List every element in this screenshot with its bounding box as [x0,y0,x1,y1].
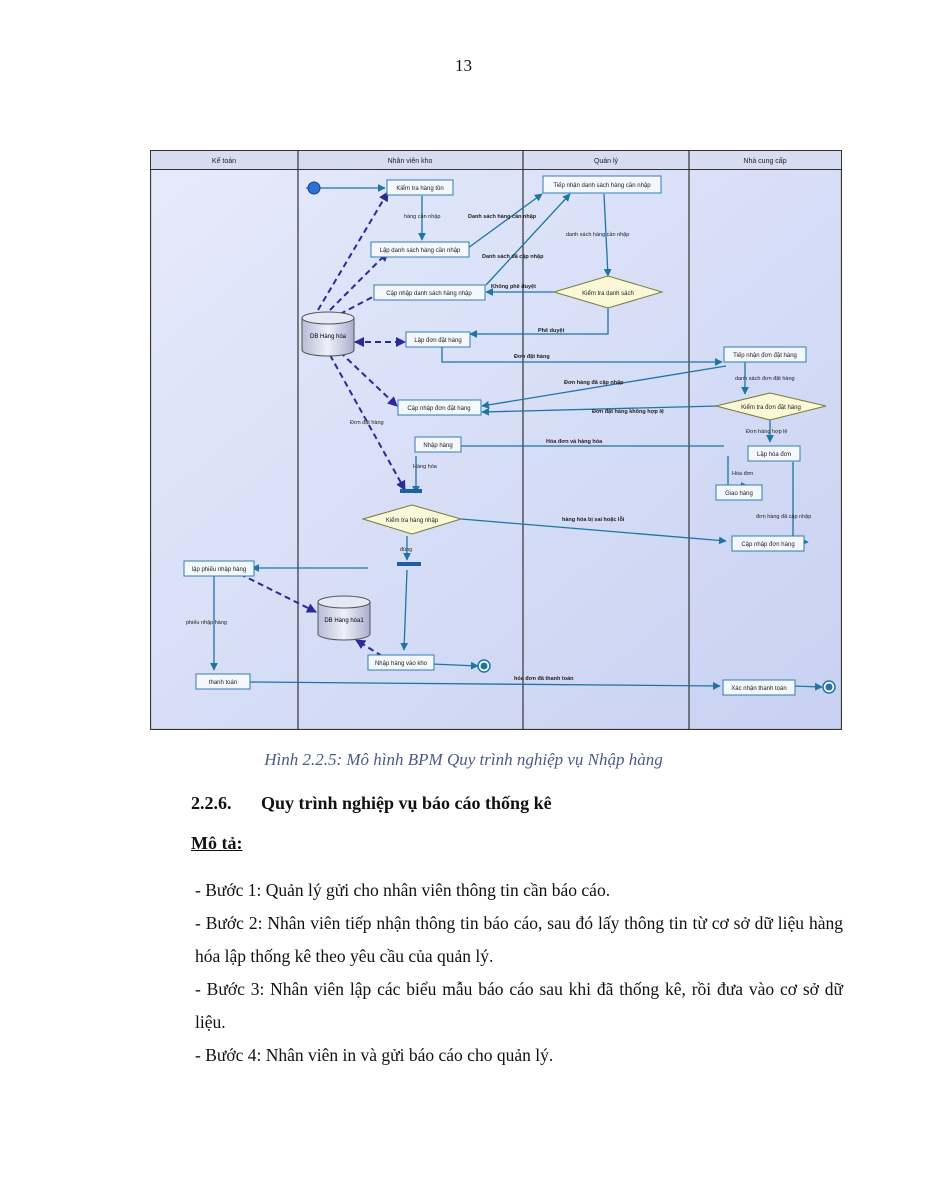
diagram-frame [151,151,842,730]
bpm-diagram [150,150,842,730]
end-node-kho [478,660,490,672]
lane-nha-cung-cap: Nhà cung cấp [743,158,787,165]
activity-cap-nhap-don-hang [732,536,804,551]
activity-nhap-hang-vao-kho [368,655,434,670]
step-item: - Bước 3: Nhân viên lập các biểu mẫu báo cáo sau khi đã thống kê, rồi đưa vào cơ sở dữ liệu. [195,979,843,1032]
figure-caption: Hình 2.2.5: Mô hình BPM Quy trình nghiệp vụ Nhập hàng [264,750,663,769]
description-heading: Mô tả: [191,833,243,853]
section-heading [191,793,552,814]
flow-label: Hóa đơn và hàng hóa [546,439,603,445]
svg-text:Kiểm tra hàng nhập: Kiểm tra hàng nhập [385,518,439,524]
svg-text:Tiếp nhận đơn đặt hàng: Tiếp nhận đơn đặt hàng [733,353,797,359]
svg-text:Tiếp nhận danh sách hàng cần n: Tiếp nhận danh sách hàng cần nhập [553,183,651,189]
svg-text:Lập hóa đơn: Lập hóa đơn [757,452,791,458]
step-item: - Bước 1: Quản lý gửi cho nhân viên thông tin cần báo cáo. [195,880,611,900]
activity-cap-nhap-don-dat-hang [398,400,481,415]
lane-nhan-vien-kho: Nhân viên kho [387,158,433,165]
flow-label: Đơn đặt hàng không hợp lệ [592,409,664,415]
flow-label: danh sách đơn đặt hàng [735,376,795,382]
flow-label: Đơn đặt hàng [350,420,384,426]
flow-label: Đơn hàng hợp lệ [746,429,788,435]
activity-tiep-nhan-danh-sach [543,176,661,193]
activity-kiem-tra-hang-ton [387,180,453,195]
join-bar-top [400,489,422,493]
flow-label: đơn hàng đã cập nhập [756,514,812,520]
lane-quan-ly: Quản lý [593,158,619,165]
svg-text:DB Hàng hóa: DB Hàng hóa [309,334,347,340]
step-item: - Bước 4: Nhân viên in và gửi báo cáo cho quản lý. [195,1045,554,1065]
join-bar-bottom [397,562,421,566]
flow-label: hàng cần nhập [404,214,441,220]
svg-text:lập phiếu nhập hàng: lập phiếu nhập hàng [191,567,247,573]
activity-tiep-nhan-don-dat-hang [724,347,806,362]
svg-text:Cập nhập đơn đặt hàng: Cập nhập đơn đặt hàng [407,406,471,412]
flow-label: Danh sách đã cập nhập [482,254,544,260]
flow-label: Không phê duyệt [491,284,536,290]
activity-xac-nhan-thanh-toan [723,680,795,695]
svg-text:thanh toán: thanh toán [208,680,238,686]
activity-lap-phieu-nhap-hang [184,561,254,576]
flow-label: Hóa đơn [732,471,754,477]
flow-label: Đơn hàng đã cập nhập [564,380,624,386]
svg-text:Lập danh sách hàng cần nhập: Lập danh sách hàng cần nhập [379,248,461,254]
svg-text:Xác nhận thanh toán: Xác nhận thanh toán [731,686,787,692]
activity-giao-hang [716,485,762,500]
svg-text:Nhập hàng vào kho: Nhập hàng vào kho [374,661,428,667]
step-item: - Bước 2: Nhân viên tiếp nhận thông tin báo cáo, sau đó lấy thông tin từ cơ sở dữ liệu hàng hóa lập thống kê theo yêu cầu của quản lý. [195,913,843,966]
svg-text:Giao hàng: Giao hàng [725,491,753,497]
flow-label: Phê duyệt [538,328,565,334]
page-number: 13 [455,56,472,75]
activity-thanh-toan [196,674,250,689]
flow-label: đúng [400,547,413,553]
activity-lap-danh-sach [371,242,469,257]
svg-text:Nhập hàng: Nhập hàng [423,443,453,449]
db-hang-hoa [302,312,354,356]
db-hang-hoa-1 [318,596,370,640]
svg-text:Cập nhập danh sách hàng nhập: Cập nhập danh sách hàng nhập [386,291,472,297]
lane-header-bar [151,151,842,170]
flow-label: Đơn đặt hàng [514,354,550,360]
section-number: 2.2.6. [191,793,232,813]
flow-label: hóa đơn đã thanh toán [514,676,574,682]
activity-nhap-hang [415,437,461,452]
flow-label: hàng hóa bị sai hoặc lỗi [562,517,625,523]
svg-text:Lập đơn đặt hàng: Lập đơn đặt hàng [414,338,462,344]
svg-text:DB Hàng hóa1: DB Hàng hóa1 [324,618,364,624]
end-node-ncc [823,681,835,693]
description-body [195,874,843,1072]
section-title: Quy trình nghiệp vụ báo cáo thống kê [261,793,552,813]
flow-label: phiếu nhập hàng [186,620,227,626]
activity-cap-nhap-danh-sach [374,285,485,300]
activity-lap-don-dat-hang [406,332,470,347]
flow-label: Danh sách hàng cần nhập [468,214,537,220]
svg-text:Kiểm tra đơn đặt hàng: Kiểm tra đơn đặt hàng [741,405,801,411]
svg-text:Cập nhập đơn hàng: Cập nhập đơn hàng [741,542,795,548]
flow-label: danh sách hàng cần nhập [566,232,630,238]
activity-lap-hoa-don [748,446,800,461]
flow-label: Hàng hóa [413,464,437,470]
svg-text:Kiểm tra danh sách: Kiểm tra danh sách [582,291,634,297]
svg-text:Kiểm tra hàng tồn: Kiểm tra hàng tồn [396,186,444,192]
lane-ke-toan: Kế toán [211,158,237,165]
start-node [308,182,320,194]
